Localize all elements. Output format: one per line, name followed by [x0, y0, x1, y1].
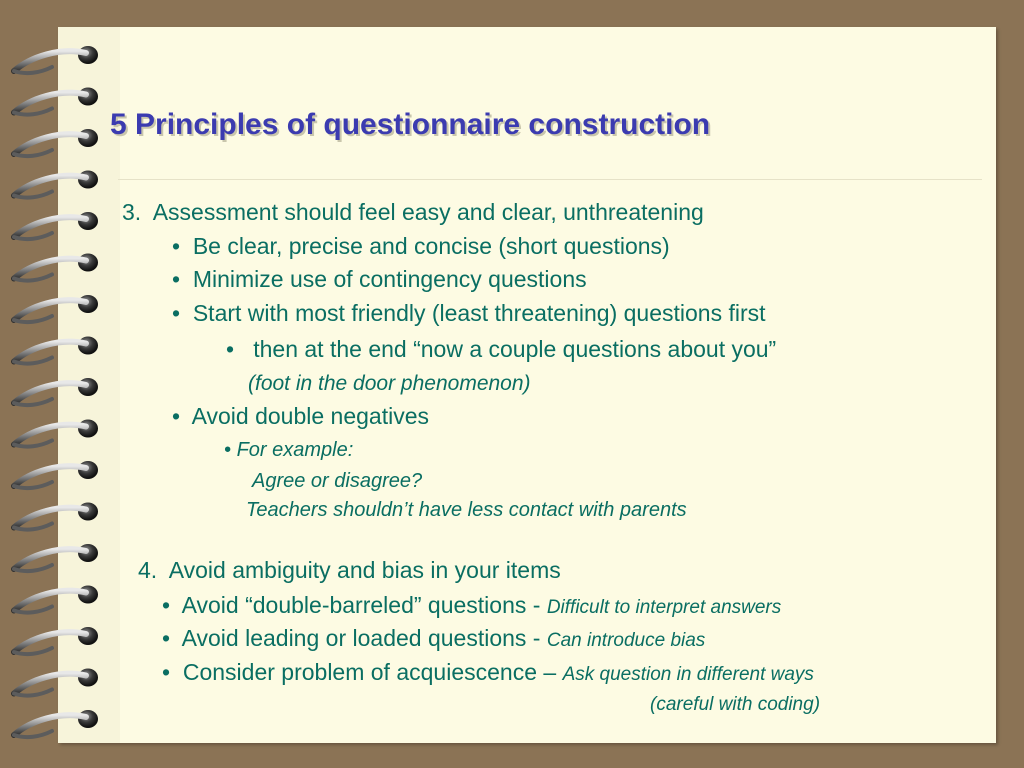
example-question: Agree or disagree? [252, 470, 423, 492]
list-item: • Consider problem of acquiescence – Ask question in different ways [162, 659, 814, 685]
sub-bullet: • then at the end “now a couple questions about you” [226, 336, 777, 362]
section-3-number: 3. [122, 199, 142, 225]
example-label: • For example: [224, 439, 354, 461]
list-item: • Be clear, precise and concise (short questions) [172, 233, 670, 259]
section-4-heading [138, 556, 561, 584]
example-statement: Teachers shouldn’t have less contact with parents [246, 499, 687, 521]
last-note: (careful with coding) [650, 694, 821, 715]
slide-title: 5 Principles of questionnaire construction [110, 108, 711, 141]
list-item: • Avoid double negatives [172, 403, 430, 429]
title-divider [118, 179, 982, 180]
section-3-heading [122, 198, 704, 226]
section-4-number: 4. [138, 557, 158, 583]
list-item: • Avoid leading or loaded questions - Can introduce bias [162, 625, 706, 651]
section-3-heading-text: Assessment should feel easy and clear, unthreatening [152, 199, 704, 225]
list-item: • Minimize use of contingency questions [172, 266, 587, 292]
section-4-heading-text: Avoid ambiguity and bias in your items [168, 557, 561, 583]
sub-note: (foot in the door phenomenon) [248, 372, 531, 395]
list-item: • Start with most friendly (least threatening) questions first [172, 300, 766, 326]
list-item: • Avoid “double-barreled” questions - Difficult to interpret answers [162, 592, 782, 618]
